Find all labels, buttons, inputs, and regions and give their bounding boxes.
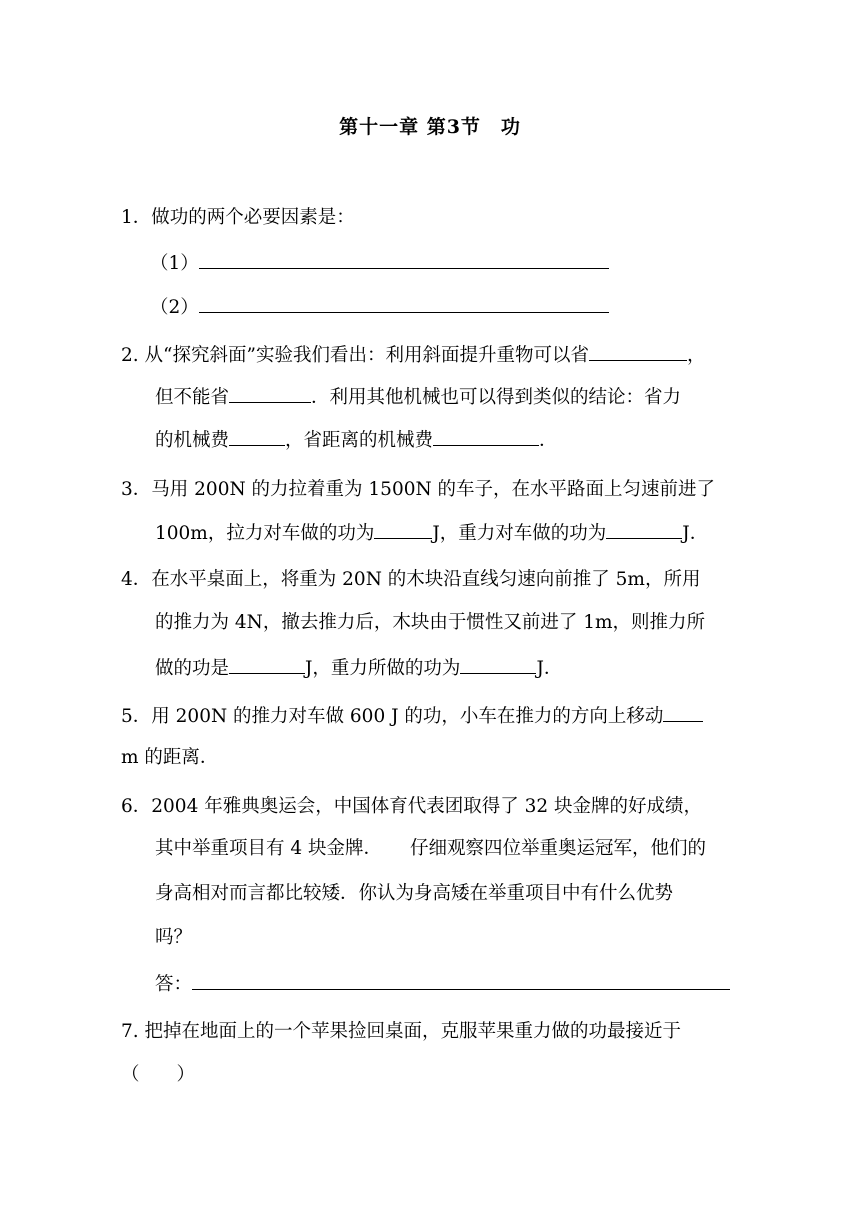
question-5-line-1 (121, 701, 703, 732)
answer-label: 答： (155, 974, 193, 995)
page-title: 第十一章 第3节 功 (339, 116, 521, 138)
question-text: ，省距离的机械费 (285, 430, 434, 451)
answer-blank[interactable] (199, 292, 609, 313)
question-1-item-1 (150, 248, 609, 279)
question-text: ．利用其他机械也可以得到类似的结论：省力 (311, 387, 682, 408)
question-5-line-2: m 的距离． (121, 747, 219, 768)
question-text: 2. 从“探究斜面”实验我们看出：利用斜面提升重物可以省 (121, 345, 589, 366)
question-3-line-2 (155, 518, 708, 549)
question-text: ， (686, 345, 706, 366)
question-7-line-1: 7. 把掉在地面上的一个苹果捡回桌面，克服苹果重力做的功最接近于 (121, 1021, 682, 1042)
question-text: J． (536, 658, 563, 679)
question-4-line-3 (155, 653, 562, 684)
answer-blank[interactable] (229, 425, 285, 446)
question-text: 的机械费 (155, 430, 230, 451)
question-4-line-1: 4．在水平桌面上，将重为 20N 的木块沿直线匀速向前推了 5m，所用 (121, 569, 701, 590)
question-2-line-3 (155, 425, 558, 456)
answer-blank[interactable] (229, 653, 305, 674)
question-text: J，重力所做的功为 (305, 658, 461, 679)
question-6-line-1: 6．2004 年雅典奥运会，中国体育代表团取得了 32 块金牌的好成绩， (121, 796, 703, 817)
answer-blank[interactable] (589, 340, 687, 361)
item-2-label: （2） (150, 297, 199, 318)
question-6-line-2 (155, 834, 706, 864)
question-text: J． (682, 523, 709, 544)
question-text: 其中举重项目有 4 块金牌． (155, 838, 383, 859)
answer-blank[interactable] (663, 701, 703, 722)
question-6-answer (155, 969, 730, 1000)
question-text: 仔细观察四位举重奥运冠军，他们的 (410, 838, 707, 859)
question-text: J，重力对车做的功为 (432, 523, 607, 544)
question-text: 但不能省 (155, 387, 230, 408)
item-1-label: （1） (150, 253, 199, 274)
question-2-line-2 (155, 382, 681, 413)
question-1-item-2 (150, 292, 609, 323)
question-text: 做的功是 (155, 658, 230, 679)
answer-blank[interactable] (374, 518, 432, 539)
answer-blank[interactable] (433, 425, 539, 446)
question-text: 5．用 200N 的推力对车做 600 J 的功，小车在推力的方向上移动 (121, 706, 664, 727)
answer-blank[interactable] (199, 248, 609, 269)
question-6-line-3: 身高相对而言都比较矮．你认为身高矮在举重项目中有什么优势 (155, 883, 674, 904)
question-2-line-1 (121, 340, 705, 371)
question-1-stem: 1．做功的两个必要因素是： (121, 207, 355, 228)
question-3-line-1: 3．马用 200N 的力拉着重为 1500N 的车子，在水平路面上匀速前进了 (121, 479, 716, 500)
question-7-line-2: （ ） (121, 1064, 196, 1085)
answer-blank[interactable] (229, 382, 311, 403)
question-text: 100m，拉力对车做的功为 (155, 523, 375, 544)
answer-blank[interactable] (460, 653, 536, 674)
answer-blank[interactable] (606, 518, 682, 539)
question-4-line-2: 的推力为 4N，撤去推力后，木块由于惯性又前进了 1m，则推力所 (155, 612, 706, 633)
question-6-line-4: 吗？ (155, 927, 193, 948)
question-text: ． (539, 430, 558, 451)
answer-blank[interactable] (192, 969, 730, 990)
